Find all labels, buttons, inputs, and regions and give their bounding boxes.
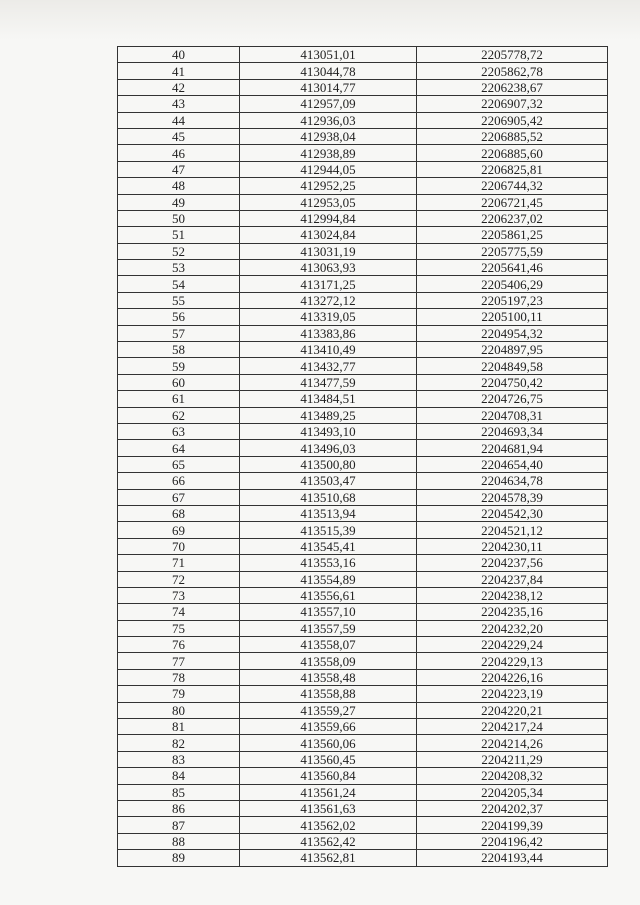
table-row bbox=[118, 342, 608, 358]
table-row bbox=[118, 817, 608, 833]
table-row bbox=[118, 407, 608, 423]
y-coordinate-cell: 2205406,29 bbox=[417, 276, 608, 292]
table-row bbox=[118, 538, 608, 554]
point-number-cell: 70 bbox=[118, 538, 240, 554]
y-coordinate-cell: 2206237,02 bbox=[417, 210, 608, 226]
point-number-cell: 50 bbox=[118, 210, 240, 226]
point-number-cell: 77 bbox=[118, 653, 240, 669]
y-coordinate-cell: 2206721,45 bbox=[417, 194, 608, 210]
table-row bbox=[118, 47, 608, 63]
coordinates-table bbox=[117, 46, 608, 867]
point-number-cell: 89 bbox=[118, 850, 240, 866]
table-row bbox=[118, 833, 608, 849]
point-number-cell: 78 bbox=[118, 669, 240, 685]
point-number-cell: 48 bbox=[118, 178, 240, 194]
table-row bbox=[118, 358, 608, 374]
table-row bbox=[118, 145, 608, 161]
x-coordinate-cell: 413484,51 bbox=[240, 391, 417, 407]
x-coordinate-cell: 413171,25 bbox=[240, 276, 417, 292]
x-coordinate-cell: 412953,05 bbox=[240, 194, 417, 210]
point-number-cell: 83 bbox=[118, 751, 240, 767]
x-coordinate-cell: 412957,09 bbox=[240, 96, 417, 112]
point-number-cell: 40 bbox=[118, 47, 240, 63]
table-row bbox=[118, 473, 608, 489]
point-number-cell: 75 bbox=[118, 620, 240, 636]
point-number-cell: 80 bbox=[118, 702, 240, 718]
point-number-cell: 41 bbox=[118, 63, 240, 79]
point-number-cell: 65 bbox=[118, 456, 240, 472]
table-row bbox=[118, 768, 608, 784]
y-coordinate-cell: 2206885,60 bbox=[417, 145, 608, 161]
y-coordinate-cell: 2204681,94 bbox=[417, 440, 608, 456]
x-coordinate-cell: 413513,94 bbox=[240, 505, 417, 521]
point-number-cell: 64 bbox=[118, 440, 240, 456]
x-coordinate-cell: 413383,86 bbox=[240, 325, 417, 341]
y-coordinate-cell: 2206905,42 bbox=[417, 112, 608, 128]
x-coordinate-cell: 413560,06 bbox=[240, 735, 417, 751]
table-row bbox=[118, 456, 608, 472]
table-row bbox=[118, 686, 608, 702]
x-coordinate-cell: 413432,77 bbox=[240, 358, 417, 374]
point-number-cell: 47 bbox=[118, 161, 240, 177]
y-coordinate-cell: 2204237,56 bbox=[417, 555, 608, 571]
x-coordinate-cell: 413024,84 bbox=[240, 227, 417, 243]
table-row bbox=[118, 800, 608, 816]
point-number-cell: 71 bbox=[118, 555, 240, 571]
table-row bbox=[118, 161, 608, 177]
point-number-cell: 66 bbox=[118, 473, 240, 489]
point-number-cell: 73 bbox=[118, 587, 240, 603]
y-coordinate-cell: 2204214,26 bbox=[417, 735, 608, 751]
table-row bbox=[118, 719, 608, 735]
point-number-cell: 46 bbox=[118, 145, 240, 161]
point-number-cell: 74 bbox=[118, 604, 240, 620]
table-row bbox=[118, 587, 608, 603]
table-row bbox=[118, 669, 608, 685]
point-number-cell: 58 bbox=[118, 342, 240, 358]
table-row bbox=[118, 260, 608, 276]
point-number-cell: 68 bbox=[118, 505, 240, 521]
y-coordinate-cell: 2205641,46 bbox=[417, 260, 608, 276]
table-row bbox=[118, 325, 608, 341]
table-row bbox=[118, 423, 608, 439]
point-number-cell: 52 bbox=[118, 243, 240, 259]
point-number-cell: 87 bbox=[118, 817, 240, 833]
x-coordinate-cell: 413561,24 bbox=[240, 784, 417, 800]
x-coordinate-cell: 413560,45 bbox=[240, 751, 417, 767]
point-number-cell: 67 bbox=[118, 489, 240, 505]
point-number-cell: 49 bbox=[118, 194, 240, 210]
y-coordinate-cell: 2204750,42 bbox=[417, 374, 608, 390]
y-coordinate-cell: 2204542,30 bbox=[417, 505, 608, 521]
x-coordinate-cell: 413559,27 bbox=[240, 702, 417, 718]
y-coordinate-cell: 2204578,39 bbox=[417, 489, 608, 505]
x-coordinate-cell: 413557,59 bbox=[240, 620, 417, 636]
table-row bbox=[118, 128, 608, 144]
table-row bbox=[118, 571, 608, 587]
x-coordinate-cell: 413560,84 bbox=[240, 768, 417, 784]
point-number-cell: 81 bbox=[118, 719, 240, 735]
point-number-cell: 61 bbox=[118, 391, 240, 407]
y-coordinate-cell: 2206238,67 bbox=[417, 79, 608, 95]
y-coordinate-cell: 2205775,59 bbox=[417, 243, 608, 259]
y-coordinate-cell: 2204196,42 bbox=[417, 833, 608, 849]
table-row bbox=[118, 653, 608, 669]
x-coordinate-cell: 412938,89 bbox=[240, 145, 417, 161]
point-number-cell: 69 bbox=[118, 522, 240, 538]
y-coordinate-cell: 2204726,75 bbox=[417, 391, 608, 407]
y-coordinate-cell: 2204193,44 bbox=[417, 850, 608, 866]
y-coordinate-cell: 2204897,95 bbox=[417, 342, 608, 358]
y-coordinate-cell: 2205100,11 bbox=[417, 309, 608, 325]
x-coordinate-cell: 413562,02 bbox=[240, 817, 417, 833]
x-coordinate-cell: 413319,05 bbox=[240, 309, 417, 325]
y-coordinate-cell: 2204226,16 bbox=[417, 669, 608, 685]
x-coordinate-cell: 413510,68 bbox=[240, 489, 417, 505]
table-row bbox=[118, 751, 608, 767]
scan-shadow bbox=[0, 0, 640, 40]
y-coordinate-cell: 2204202,37 bbox=[417, 800, 608, 816]
y-coordinate-cell: 2205862,78 bbox=[417, 63, 608, 79]
point-number-cell: 42 bbox=[118, 79, 240, 95]
y-coordinate-cell: 2206744,32 bbox=[417, 178, 608, 194]
table-row bbox=[118, 637, 608, 653]
table-row bbox=[118, 210, 608, 226]
point-number-cell: 82 bbox=[118, 735, 240, 751]
table-row bbox=[118, 555, 608, 571]
point-number-cell: 59 bbox=[118, 358, 240, 374]
table-row bbox=[118, 178, 608, 194]
y-coordinate-cell: 2204217,24 bbox=[417, 719, 608, 735]
y-coordinate-cell: 2204693,34 bbox=[417, 423, 608, 439]
point-number-cell: 79 bbox=[118, 686, 240, 702]
table-row bbox=[118, 194, 608, 210]
table-row bbox=[118, 243, 608, 259]
x-coordinate-cell: 413044,78 bbox=[240, 63, 417, 79]
point-number-cell: 56 bbox=[118, 309, 240, 325]
x-coordinate-cell: 413557,10 bbox=[240, 604, 417, 620]
x-coordinate-cell: 413477,59 bbox=[240, 374, 417, 390]
table-row bbox=[118, 309, 608, 325]
x-coordinate-cell: 413554,89 bbox=[240, 571, 417, 587]
y-coordinate-cell: 2204229,13 bbox=[417, 653, 608, 669]
y-coordinate-cell: 2204521,12 bbox=[417, 522, 608, 538]
point-number-cell: 60 bbox=[118, 374, 240, 390]
y-coordinate-cell: 2205197,23 bbox=[417, 292, 608, 308]
x-coordinate-cell: 413272,12 bbox=[240, 292, 417, 308]
table-row bbox=[118, 620, 608, 636]
table-row bbox=[118, 522, 608, 538]
x-coordinate-cell: 413558,07 bbox=[240, 637, 417, 653]
table-row bbox=[118, 96, 608, 112]
point-number-cell: 57 bbox=[118, 325, 240, 341]
y-coordinate-cell: 2204849,58 bbox=[417, 358, 608, 374]
y-coordinate-cell: 2204229,24 bbox=[417, 637, 608, 653]
y-coordinate-cell: 2204634,78 bbox=[417, 473, 608, 489]
point-number-cell: 76 bbox=[118, 637, 240, 653]
x-coordinate-cell: 413562,81 bbox=[240, 850, 417, 866]
x-coordinate-cell: 412994,84 bbox=[240, 210, 417, 226]
point-number-cell: 72 bbox=[118, 571, 240, 587]
table-row bbox=[118, 79, 608, 95]
table-row bbox=[118, 702, 608, 718]
x-coordinate-cell: 413063,93 bbox=[240, 260, 417, 276]
x-coordinate-cell: 413545,41 bbox=[240, 538, 417, 554]
y-coordinate-cell: 2205778,72 bbox=[417, 47, 608, 63]
x-coordinate-cell: 413014,77 bbox=[240, 79, 417, 95]
y-coordinate-cell: 2204954,32 bbox=[417, 325, 608, 341]
x-coordinate-cell: 413493,10 bbox=[240, 423, 417, 439]
point-number-cell: 51 bbox=[118, 227, 240, 243]
y-coordinate-cell: 2206825,81 bbox=[417, 161, 608, 177]
y-coordinate-cell: 2204205,34 bbox=[417, 784, 608, 800]
table-row bbox=[118, 63, 608, 79]
point-number-cell: 63 bbox=[118, 423, 240, 439]
point-number-cell: 62 bbox=[118, 407, 240, 423]
x-coordinate-cell: 413558,48 bbox=[240, 669, 417, 685]
table-row bbox=[118, 374, 608, 390]
point-number-cell: 88 bbox=[118, 833, 240, 849]
y-coordinate-cell: 2204235,16 bbox=[417, 604, 608, 620]
point-number-cell: 85 bbox=[118, 784, 240, 800]
x-coordinate-cell: 413559,66 bbox=[240, 719, 417, 735]
point-number-cell: 44 bbox=[118, 112, 240, 128]
x-coordinate-cell: 413558,88 bbox=[240, 686, 417, 702]
point-number-cell: 86 bbox=[118, 800, 240, 816]
y-coordinate-cell: 2204237,84 bbox=[417, 571, 608, 587]
y-coordinate-cell: 2204230,11 bbox=[417, 538, 608, 554]
table-row bbox=[118, 391, 608, 407]
table-row bbox=[118, 112, 608, 128]
x-coordinate-cell: 413489,25 bbox=[240, 407, 417, 423]
y-coordinate-cell: 2204211,29 bbox=[417, 751, 608, 767]
x-coordinate-cell: 413561,63 bbox=[240, 800, 417, 816]
table-row bbox=[118, 489, 608, 505]
x-coordinate-cell: 413515,39 bbox=[240, 522, 417, 538]
table-row bbox=[118, 292, 608, 308]
table-row bbox=[118, 850, 608, 866]
y-coordinate-cell: 2204708,31 bbox=[417, 407, 608, 423]
y-coordinate-cell: 2204220,21 bbox=[417, 702, 608, 718]
y-coordinate-cell: 2204238,12 bbox=[417, 587, 608, 603]
x-coordinate-cell: 413503,47 bbox=[240, 473, 417, 489]
x-coordinate-cell: 413496,03 bbox=[240, 440, 417, 456]
table-row bbox=[118, 784, 608, 800]
x-coordinate-cell: 413051,01 bbox=[240, 47, 417, 63]
x-coordinate-cell: 413553,16 bbox=[240, 555, 417, 571]
x-coordinate-cell: 413500,80 bbox=[240, 456, 417, 472]
table-body bbox=[118, 47, 608, 867]
y-coordinate-cell: 2205861,25 bbox=[417, 227, 608, 243]
y-coordinate-cell: 2204232,20 bbox=[417, 620, 608, 636]
y-coordinate-cell: 2206885,52 bbox=[417, 128, 608, 144]
x-coordinate-cell: 412938,04 bbox=[240, 128, 417, 144]
table-row bbox=[118, 604, 608, 620]
table-row bbox=[118, 440, 608, 456]
x-coordinate-cell: 413031,19 bbox=[240, 243, 417, 259]
y-coordinate-cell: 2204199,39 bbox=[417, 817, 608, 833]
point-number-cell: 53 bbox=[118, 260, 240, 276]
x-coordinate-cell: 413410,49 bbox=[240, 342, 417, 358]
table-row bbox=[118, 505, 608, 521]
table-row bbox=[118, 735, 608, 751]
x-coordinate-cell: 413556,61 bbox=[240, 587, 417, 603]
x-coordinate-cell: 412952,25 bbox=[240, 178, 417, 194]
y-coordinate-cell: 2204654,40 bbox=[417, 456, 608, 472]
x-coordinate-cell: 413558,09 bbox=[240, 653, 417, 669]
point-number-cell: 55 bbox=[118, 292, 240, 308]
table-row bbox=[118, 227, 608, 243]
point-number-cell: 45 bbox=[118, 128, 240, 144]
x-coordinate-cell: 412936,03 bbox=[240, 112, 417, 128]
table-row bbox=[118, 276, 608, 292]
y-coordinate-cell: 2204208,32 bbox=[417, 768, 608, 784]
point-number-cell: 43 bbox=[118, 96, 240, 112]
point-number-cell: 54 bbox=[118, 276, 240, 292]
y-coordinate-cell: 2206907,32 bbox=[417, 96, 608, 112]
x-coordinate-cell: 413562,42 bbox=[240, 833, 417, 849]
y-coordinate-cell: 2204223,19 bbox=[417, 686, 608, 702]
x-coordinate-cell: 412944,05 bbox=[240, 161, 417, 177]
point-number-cell: 84 bbox=[118, 768, 240, 784]
